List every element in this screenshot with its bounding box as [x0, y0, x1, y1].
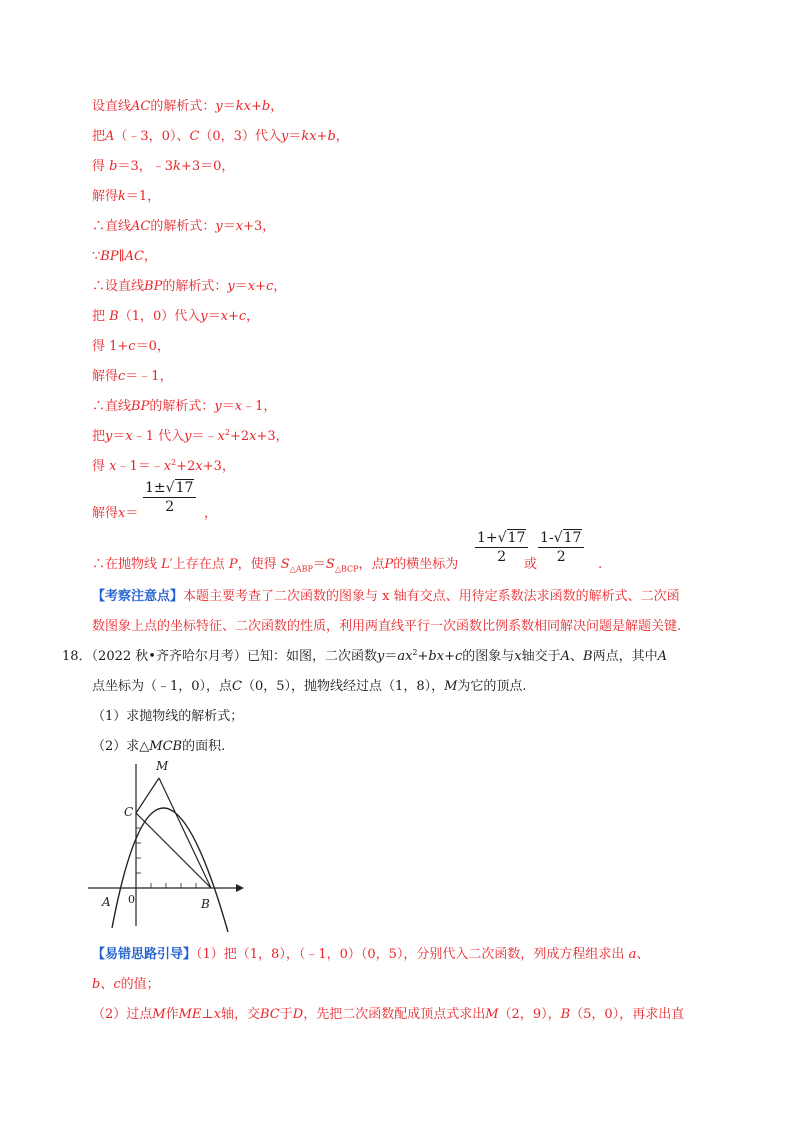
label-origin: 0 — [128, 893, 135, 906]
hint-line-1: 【易错思路引导】（1）把（1，8），（﹣1，0）（0，5），分别代入二次函数，列成方程组求出 a、 — [92, 947, 650, 962]
solution-line-2: 把A（﹣3，0）、C（0，3）代入y＝kx+b， — [92, 129, 349, 144]
hint-line-2: b、c的值； — [92, 977, 160, 992]
segment-mb — [159, 778, 211, 888]
solution-line-5: ∴直线AC的解析式：y＝x+3， — [92, 219, 276, 234]
solution-line-15-or: 或 — [524, 557, 538, 572]
fraction-1-minus-sqrt17-over-2: 1-√17 2 — [538, 530, 584, 565]
x-axis-arrow — [236, 884, 244, 892]
solution-line-14-comma: ， — [204, 506, 218, 521]
solution-line-10: 解得c＝﹣1， — [92, 369, 173, 384]
solution-line-4: 解得k＝1， — [92, 189, 161, 204]
solution-line-11: ∴直线BP的解析式：y＝x﹣1， — [92, 399, 277, 414]
hint-line-3: （2）过点M作ME⊥x轴，交BC于D，先把二次函数配成顶点式求出M（2，9），B（5，0），再求出直 — [92, 1007, 685, 1022]
note-tag: 【考察注意点】 — [92, 589, 184, 604]
solution-line-6: ∵BP∥AC， — [92, 249, 157, 264]
label-a: A — [102, 895, 111, 909]
solution-line-8: 把 B（1，0）代入y＝x+c， — [92, 309, 260, 324]
note-line-1: 【考察注意点】本题主要考查了二次函数的图象与 x 轴有交点、用待定系数法求函数的解析式、二次函 — [92, 589, 680, 604]
solution-line-3: 得 b＝3，﹣3k+3＝0， — [92, 159, 235, 174]
solution-line-15-period: . — [598, 557, 603, 572]
note-line-2: 数图象上点的坐标特征、二次函数的性质，利用两直线平行一次函数比例系数相同解决问题是解题关键. — [92, 619, 682, 634]
solution-line-14: 解得x＝ — [92, 506, 139, 521]
parabola-curve — [112, 808, 228, 932]
label-b: B — [201, 897, 210, 911]
solution-line-15: ∴在抛物线 L′上存在点 P，使得 $S_{\triangle ABP}=S_{\triangle BCP}$，点P的横坐标为 — [92, 557, 459, 574]
question-1: （1）求抛物线的解析式； — [92, 709, 244, 724]
solution-line-9: 得 1+c＝0， — [92, 339, 170, 354]
fraction-1-pm-sqrt17-over-2: 1±√17 2 — [143, 480, 196, 515]
label-c: C — [124, 805, 134, 819]
question-2: （2）求△MCB的面积. — [92, 739, 226, 754]
problem-line-1: 18．（2022 秋•齐齐哈尔月考）已知：如图，二次函数$y=ax^2+bx+c$的图象与x轴交于A、B两点，其中A — [62, 648, 668, 664]
fraction-1-plus-sqrt17-over-2: 1+√17 2 — [475, 530, 528, 565]
label-m: M — [156, 759, 169, 773]
problem-line-2: 点坐标为（﹣1，0），点C（0，5），抛物线经过点（1，8），M为它的顶点. — [92, 679, 527, 694]
parabola-figure — [88, 756, 248, 936]
hint-tag: 【易错思路引导】 — [92, 947, 197, 962]
solution-line-13: 得 $x﹣1=﹣x^2+2x+3$， — [92, 458, 235, 474]
solution-line-1: 设直线AC的解析式：y＝kx+b， — [92, 99, 284, 114]
solution-line-7: ∴设直线BP的解析式：y＝x+c， — [92, 279, 287, 294]
segment-cm — [136, 778, 159, 813]
solution-line-12: 把y＝x﹣1 代入$y=﹣x^2+2x+3$， — [92, 428, 289, 444]
